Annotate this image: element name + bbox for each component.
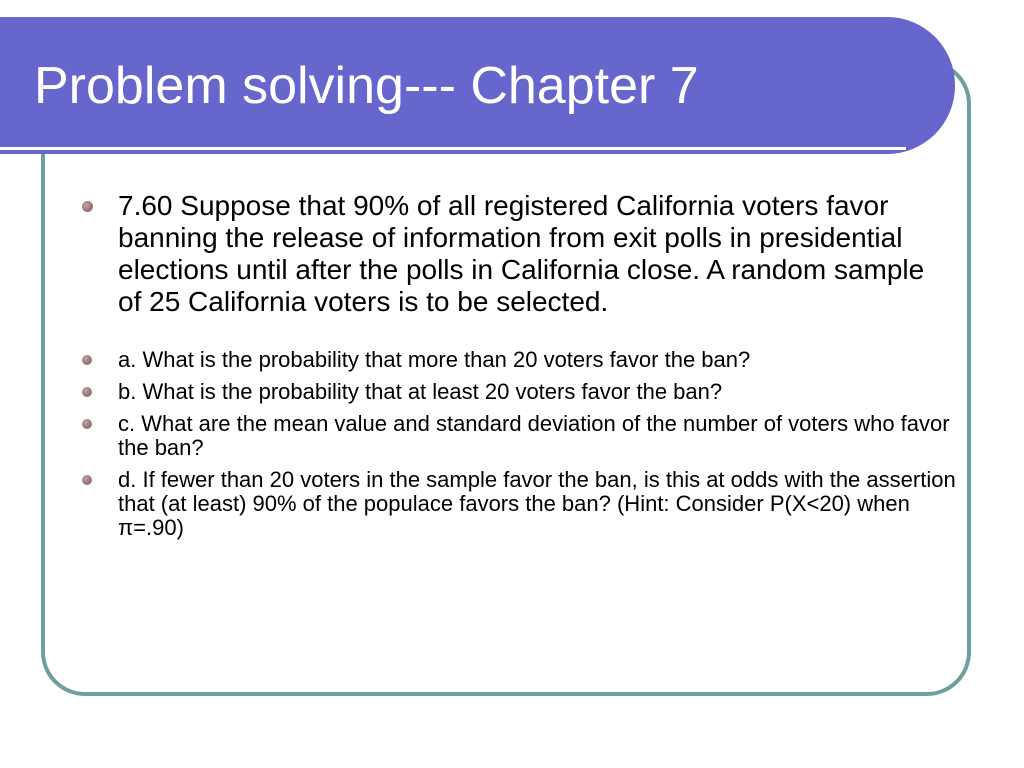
bullet-problem-statement <box>78 190 958 318</box>
bullet-list <box>78 190 958 548</box>
bullet-question-c <box>78 412 958 460</box>
bullet-dot-icon <box>82 419 92 429</box>
bullet-dot-icon <box>82 475 92 485</box>
title-underline <box>0 147 906 150</box>
bullet-question-d <box>78 468 958 540</box>
bullet-dot-icon <box>82 201 93 212</box>
bullet-text: b. What is the probability that at least 20 voters favor the ban? <box>118 379 723 404</box>
bullet-text: a. What is the probability that more than 20 voters favor the ban? <box>118 347 751 372</box>
bullet-question-b <box>78 380 958 404</box>
slide-title: Problem solving--- Chapter 7 <box>34 57 699 115</box>
bullet-text: 7.60 Suppose that 90% of all registered California voters favor banning the release of information from exit polls in presidential elections until after the polls in California close. A random sample of 25 California voters is to be selected. <box>118 190 925 317</box>
bullet-question-a <box>78 348 958 372</box>
bullet-text: c. What are the mean value and standard deviation of the number of voters who favor the ban? <box>118 411 950 460</box>
bullet-dot-icon <box>82 355 92 365</box>
title-bar <box>0 17 955 154</box>
bullet-text: d. If fewer than 20 voters in the sample favor the ban, is this at odds with the assertion that (at least) 90% of the populace favors the ban? (Hint: Consider P(X<20) when π=.90) <box>118 467 956 540</box>
bullet-dot-icon <box>82 387 92 397</box>
